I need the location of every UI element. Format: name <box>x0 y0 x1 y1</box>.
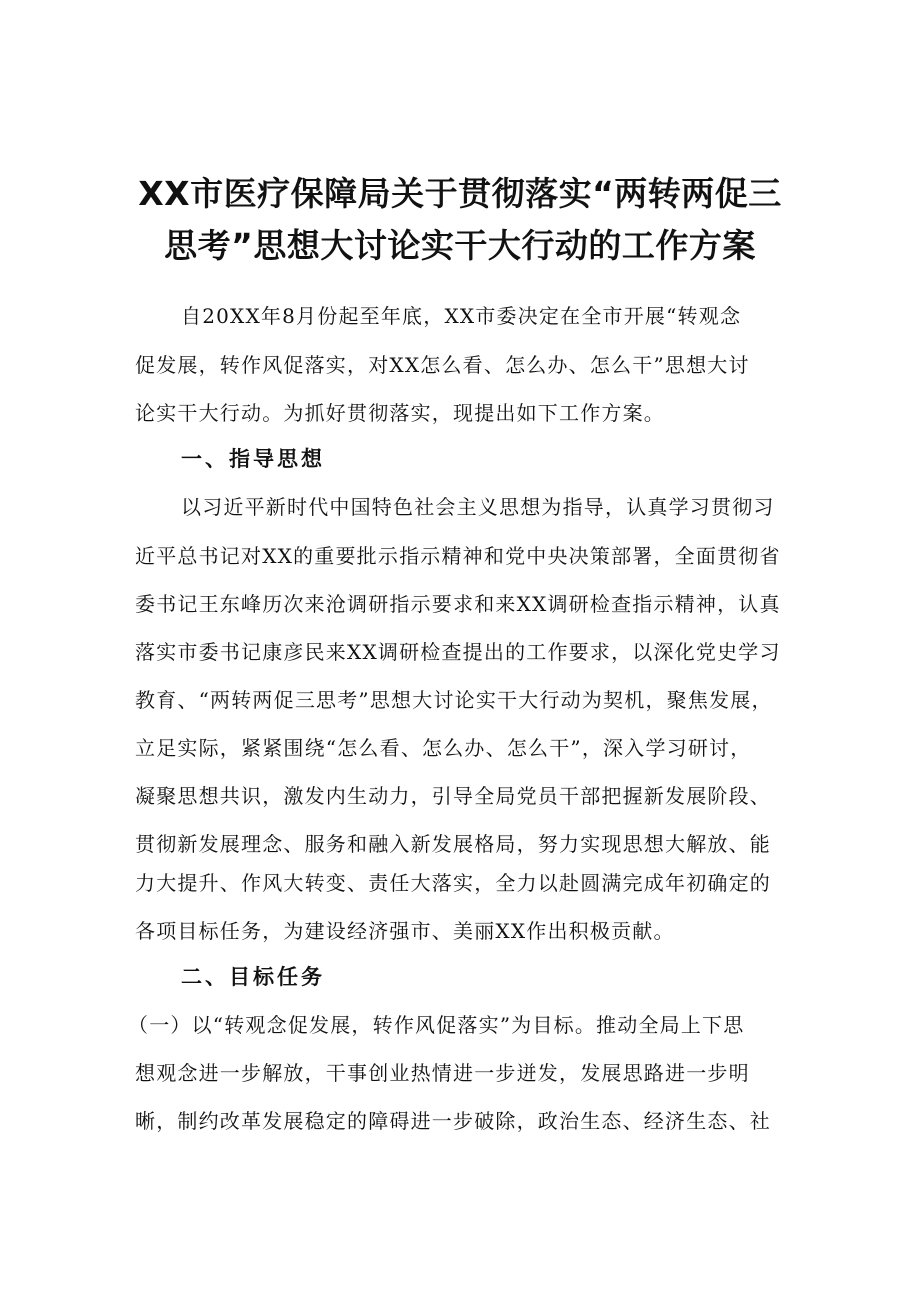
section2-line-1: （一）以“转观念促发展，转作风促落实”为目标。推动全局上下思 <box>128 1013 745 1037</box>
section1-line-10: 各项目标任务，为建设经济强市、美丽XX作出积极贡献。 <box>135 919 675 943</box>
section1-line-4: 落实市委书记康彦民来XX调研检查提出的工作要求，以深化党史学习 <box>135 640 781 664</box>
section1-line-1: 以习近平新时代中国特色社会主义思想为指导，认真学习贯彻习 <box>181 495 775 519</box>
section1-line-9: 力大提升、作风大转变、责任大落实，全力以赴圆满完成年初确定的 <box>135 871 771 895</box>
section2-line-3: 晰，制约改革发展稳定的障碍进一步破除，政治生态、经济生态、社 <box>135 1109 771 1133</box>
intro-line-3: 论实干大行动。为抓好贯彻落实，现提出如下工作方案。 <box>135 401 665 425</box>
section1-line-5: 教育、“两转两促三思考”思想大讨论实干大行动为契机，聚焦发展， <box>135 688 773 712</box>
intro-line-2: 促发展，转作风促落实，对XX怎么看、怎么办、怎么干”思想大讨 <box>135 353 750 377</box>
section1-line-8: 贯彻新发展理念、服务和融入新发展格局，努力实现思想大解放、能 <box>135 832 771 856</box>
document-title <box>100 168 820 272</box>
section1-line-7: 凝聚思想共识，激发内生动力，引导全局党员干部把握新发展阶段、 <box>135 784 771 808</box>
section-heading-2: 二、目标任务 <box>181 964 325 989</box>
title-line-2: 思考”思想大讨论实干大行动的工作方案 <box>164 226 756 265</box>
intro-line-1: 自20XX年8月份起至年底，XX市委决定在全市开展“转观念 <box>181 304 742 328</box>
section1-line-2: 近平总书记对XX的重要批示指示精神和党中央决策部署，全面贯彻省 <box>135 544 781 568</box>
title-line-1: XX市医疗保障局关于贯彻落实“两转两促三 <box>138 174 782 213</box>
section1-line-6: 立足实际，紧紧围绕“怎么看、怎么办、怎么干”，深入学习研讨， <box>135 736 752 760</box>
section-heading-1: 一、指导思想 <box>181 446 325 471</box>
section1-line-3: 委书记王东峰历次来沧调研指示要求和来XX调研检查指示精神，认真 <box>135 592 781 616</box>
section2-line-2: 想观念进一步解放，干事创业热情进一步迸发，发展思路进一步明 <box>135 1061 750 1085</box>
